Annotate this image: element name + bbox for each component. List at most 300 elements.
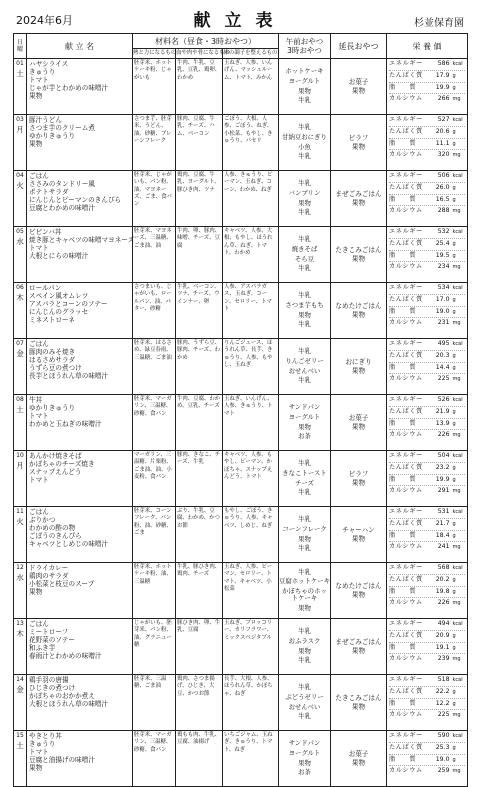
extended-snack-item: 果物 [351,478,366,487]
nutrient-label: カルシウム [389,375,423,383]
menu-item: わかめの酢の物 [29,524,76,533]
menu-item: トマト [29,476,49,485]
date-cell [14,283,27,339]
menu-item: 焼き豚とキャベツの味噌マヨネーズ [29,236,135,245]
col-body-foods: 血や肉や骨になるもの [176,49,223,59]
nutrient-unit: mg [452,768,461,775]
menu-item: かぼちゃのおかか煮え [29,692,95,701]
snack-item: サンドパン [288,403,321,412]
nutrient-label: エネルギー [389,620,423,627]
snack-item: 牛乳 [298,96,311,105]
menu-item: うずら豆の煮つけ [29,364,82,373]
nutrient-unit: g [452,72,456,79]
snack-item: ぶどうゼリー [285,692,324,701]
menu-cell [27,619,133,675]
nutrient-row [389,531,465,543]
snack-item: 牛乳 [298,627,311,636]
extended-snack-item: お菓子 [348,750,369,758]
nutrient-unit: g [452,308,456,315]
nutrient-unit: kcal [452,733,463,739]
nutrient-value: 586 [437,60,450,67]
nutrient-value: 14.4 [435,363,450,371]
nutrient-value: 259 [437,767,450,775]
nutrient-label: エネルギー [389,396,423,403]
nutrient-label: たんぱく質 [389,351,423,359]
nutrient-value: 19.9 [435,83,450,91]
extended-snack-item: 果物 [351,422,366,431]
energy-foods: 胚芽米、ホットケーキ粉、油、三温糖 [133,563,176,619]
nutrient-row [389,115,465,127]
nutrient-label: エネルギー [389,172,423,179]
nutrient-row [389,150,465,161]
extended-snack-item: 果物 [351,646,366,655]
nutrient-unit: g [452,420,456,427]
nutrient-unit: mg [452,320,461,327]
date-cell [14,115,27,171]
menu-item: ごはん [29,340,49,348]
regulating-foods: 玉ねぎ、人参、いんげん、マッシュルーム、トマト、みかん [223,59,279,115]
nutrient-row [389,139,465,151]
regulating-foods: ごぼう、大根、人参、ごぼう、ねぎ、小松菜、もやし、きゅうり、パセリ [223,115,279,171]
menu-cell [27,731,133,787]
menu-item: 豚肉のみそ焼き [29,348,76,357]
energy-foods: 胚芽米、はるさめ、緑豆春雨、三温糖、ごま油 [133,339,176,395]
snack-item: 牛乳 [298,123,311,132]
nutrient-row [389,451,465,463]
nutrient-value: 19.9 [435,475,450,483]
nutrient-row [389,598,465,609]
nutrient-row [389,755,465,767]
nutrient-value: 239 [437,655,450,663]
regulating-foods: 人参、きゅうり、ピーマン、玉ねぎ、コーン、わかめ、ねぎ [223,171,279,227]
nutrient-value: 21.7 [435,519,450,527]
nutrient-label: カルシウム [389,263,423,271]
nutrition-cell [387,507,468,563]
extended-snack-item: 果物 [351,198,366,207]
nutrient-unit: kcal [452,173,463,179]
nutrient-value: 19.1 [435,643,450,651]
weekday: 火 [16,181,24,190]
nutrient-value: 23.2 [435,463,450,471]
menu-item: ドライカレー [29,564,69,572]
snack-item: 牛乳 [298,235,311,244]
extended-snack-cell [331,563,387,619]
nutrient-row [389,171,465,183]
nutrient-label: カルシウム [389,319,423,327]
snack-item: コーンフレーク [282,524,327,533]
col-materials: 材料名（昼食・3時おやつ） [133,34,279,49]
nutrient-value: 20.9 [435,631,450,639]
day-row [14,339,468,395]
nutrient-label: 脂 質 [389,531,417,539]
menu-item: 果物 [29,140,43,149]
nutrient-value: 504 [437,452,450,459]
extended-snack-cell [331,283,387,339]
menu-cell [27,283,133,339]
energy-foods: 胚芽米、マヨネーズ、三温糖、ごま油、油 [133,227,176,283]
extended-snack-cell [331,619,387,675]
menu-cell [27,115,133,171]
energy-foods: さつまいも、じゃがいも、ロールパン、油、バター、砂糖 [133,283,176,339]
nutrient-row [389,631,465,643]
snack-cell [279,59,331,115]
menu-item: ゆかりきゅうり [29,132,76,141]
menu-item: さつま芋のクリーム煮 [29,124,95,133]
snack-item: 牛乳 [298,347,311,356]
snack-item: 果物 [298,646,311,655]
menu-item: かぼちゃのチーズ焼き [29,460,95,469]
date-number: 10 [16,452,24,459]
nutrient-row [389,710,465,721]
date-number: 14 [16,676,24,683]
snack-item: 牛乳 [298,264,311,273]
nutrient-unit: mg [452,544,461,551]
body-foods: 鶏もも肉、牛乳、豆腐、油揚げ [176,731,223,787]
extended-snack-item: たきこみごはん [335,694,382,702]
menu-cell [27,451,133,507]
snack-item: 果物 [298,86,311,95]
nutrient-unit: mg [452,96,461,103]
extended-snack-item: 果物 [351,86,366,95]
nutrient-label: たんぱく質 [389,239,423,247]
nutrient-unit: kcal [452,565,463,571]
snack-item: おふラスク [288,636,321,645]
nutrient-row [389,507,465,519]
snack-item: 牛乳 [298,683,311,692]
snack-item: 牛乳 [298,488,311,497]
menu-item: トマト [29,244,49,253]
nutrient-unit: g [452,252,456,259]
day-row [14,507,468,563]
weekday: 金 [16,349,24,358]
date-cell [14,675,27,731]
extended-snack-item: まぜごみごはん [335,190,382,198]
date-cell [14,507,27,563]
nutrient-label: たんぱく質 [389,183,423,191]
nutrient-label: 脂 質 [389,643,417,651]
day-row [14,395,468,451]
regulating-foods: りんごジュース、ほうれん草、長芋、きゅうり、人参、もやし、玉ねぎ [223,339,279,395]
nutrient-label: 脂 質 [389,363,417,371]
nutrient-unit: kcal [452,509,463,515]
menu-item: 鶏肉のサラダ [29,572,69,581]
extended-snack-item: 果物 [351,534,366,543]
extended-snack-item: なめたけごはん [335,302,382,310]
date-number: 11 [16,508,24,515]
nutrient-label: エネルギー [389,452,423,459]
extended-snack-item: なめたけごはん [335,582,382,590]
regulating-foods: もやし、ごぼう、きゅうり、人参、キャベツ、しめじ、ねぎ [223,507,279,563]
extended-snack-cell [331,59,387,115]
nutrient-label: エネルギー [389,732,423,739]
extended-snack-item: ビラフ [348,134,369,142]
menu-item: ひじきの煮つけ [29,684,76,693]
menu-item: 春雨汁とわかめの味噌汁 [29,652,102,661]
snack-cell [279,619,331,675]
body-foods: 豚肉、きなこ、チーズ、牛乳 [176,451,223,507]
nutrient-unit: mg [452,264,461,271]
nutrient-label: 脂 質 [389,307,417,315]
menu-item: にんじんのグラッセ [29,308,89,317]
nutrient-row [389,407,465,419]
extended-snack-item: 果物 [351,366,366,375]
nutrient-row [389,587,465,599]
nutrient-label: カルシウム [389,599,423,607]
extended-snack-item: 果物 [351,702,366,711]
nutrient-row [389,731,465,743]
nutrient-value: 22.2 [435,687,450,695]
nutrient-value: 241 [437,543,450,551]
nutrient-label: カルシウム [389,655,423,663]
nutrient-label: たんぱく質 [389,519,423,527]
nutrient-row [389,563,465,575]
menu-cell [27,227,133,283]
nursery-name: 杉並保育園 [414,18,464,29]
weekday: 土 [16,405,24,414]
day-row [14,563,468,619]
nutrient-row [389,743,465,755]
snack-item: きなこトースト [282,468,327,477]
snack-item: 豆腐ホットケーキ [279,577,330,586]
nutrition-cell [387,115,468,171]
snack-item: 果物 [298,310,311,319]
snack-item: りんごゼリー [285,356,324,365]
extended-snack-cell [331,731,387,787]
nutrient-unit: g [452,184,456,191]
regulating-foods: 長芋、大根、人参、ほうれん草、かぼちゃ、ねぎ [223,675,279,731]
extended-snack-item: たきこみごはん [335,246,382,254]
nutrient-unit: kcal [452,229,463,235]
extended-snack-cell [331,115,387,171]
regulating-foods: 人参、アスパラガス、玉ねぎ、コーン、セロリー、トマト [223,283,279,339]
snack-item: 牛乳 [298,320,311,329]
nutrition-cell [387,339,468,395]
nutrient-unit: kcal [452,453,463,459]
menu-item: ぶりかつ [29,516,56,525]
nutrition-cell [387,451,468,507]
menu-cell [27,507,133,563]
nutrient-row [389,195,465,207]
menu-item: ごはん [29,172,49,180]
snack-item: ヨーグルト [288,76,321,85]
nutrient-value: 590 [437,732,450,739]
snack-item: 果物 [298,758,311,767]
nutrient-row [389,307,465,319]
nutrient-value: 19.5 [435,251,450,259]
day-row [14,283,468,339]
nutrient-value: 20.3 [435,351,450,359]
date-number: 08 [16,396,24,403]
regulating-foods: 玉ねぎ、いんげん、人参、きゅうり、トマト [223,395,279,451]
extended-snack-item: 果物 [351,590,366,599]
nutrient-unit: mg [452,208,461,215]
snack-item: お茶 [298,768,311,777]
snack-item: 果物 [298,198,311,207]
nutrient-row [389,127,465,139]
date-number: 04 [16,172,24,179]
extended-snack-item: 果物 [351,758,366,767]
nutrient-value: 234 [437,263,450,271]
nutrient-label: たんぱく質 [389,743,423,751]
menu-cell [27,59,133,115]
menu-item: 果物 [29,588,43,597]
nutrient-value: 532 [437,228,450,235]
nutrient-unit: g [452,128,456,135]
nutrient-label: 脂 質 [389,251,417,259]
col-nutrition: 栄 養 価 [387,34,468,59]
menu-item: 果物 [29,92,43,101]
nutrient-unit: mg [452,376,461,383]
day-row [14,171,468,227]
energy-foods: 胚芽米、三温糖、ごま油 [133,675,176,731]
page-title: 献立表 [193,11,287,31]
nutrient-label: エネルギー [389,508,423,515]
menu-item: 花野菜のソテー [29,636,76,645]
nutrient-label: カルシウム [389,431,423,439]
extended-snack-cell [331,507,387,563]
nutrient-label: たんぱく質 [389,575,423,583]
nutrient-value: 226 [437,431,450,439]
snack-item: 甘納豆おにぎり [282,132,327,141]
weekday: 木 [16,629,24,638]
nutrient-label: カルシウム [389,95,423,103]
nutrient-label: 脂 質 [389,419,417,427]
extended-snack-item: まぜごみごはん [335,638,382,646]
body-foods: 牛乳、豚ひき肉、鶏肉、チーズ [176,563,223,619]
nutrient-unit: mg [452,152,461,159]
nutrient-unit: kcal [452,621,463,627]
nutrient-unit: g [452,240,456,247]
snack-item: ホットケーキ [285,67,324,76]
date-number: 03 [16,116,24,123]
nutrient-unit: kcal [452,61,463,67]
nutrient-row [389,183,465,195]
extended-snack-item: お菓子 [348,78,369,86]
menu-cell [27,395,133,451]
snack-cell [279,395,331,451]
snack-cell [279,227,331,283]
snack-item: お茶 [298,432,311,441]
nutrient-row [389,687,465,699]
nutrient-value: 225 [437,375,450,383]
col-snack: 午前おやつ 3時おやつ [279,34,331,59]
weekday: 月 [16,125,24,134]
menu-cell [27,675,133,731]
col-menu: 献 立 名 [27,34,133,59]
weekday: 水 [16,573,24,582]
nutrient-unit: g [452,520,456,527]
nutrient-value: 13.9 [435,419,450,427]
nutrient-row [389,643,465,655]
nutrient-row [389,619,465,631]
nutrient-row [389,475,465,487]
nutrient-unit: kcal [452,677,463,683]
extended-snack-item: 果物 [351,142,366,151]
menu-item: トマト [29,748,49,757]
extended-snack-cell [331,227,387,283]
menu-cell [27,339,133,395]
extended-snack-cell [331,395,387,451]
body-foods: 牛肉、牛乳、豆乳、豆乳、鶏卵、わかめ [176,59,223,115]
weekday: 土 [16,69,24,78]
nutrient-row [389,766,465,777]
menu-item: トマト [29,412,49,421]
nutrient-row [389,227,465,239]
nutrient-unit: g [452,644,456,651]
day-row [14,451,468,507]
menu-item: キャベツとしめじの味噌汁 [29,540,109,549]
nutrition-cell [387,171,468,227]
nutrient-row [389,295,465,307]
menu-table [13,33,468,787]
nutrient-row [389,339,465,351]
body-foods: 豚ひき肉、卵、牛乳、豆腐 [176,619,223,675]
day-row [14,59,468,115]
nutrient-label: たんぱく質 [389,463,423,471]
nutrient-value: 266 [437,95,450,103]
nutrient-row [389,654,465,665]
nutrient-label: カルシウム [389,543,423,551]
nutrient-label: カルシウム [389,711,423,719]
menu-item: 牛丼 [29,396,43,404]
menu-item: きゅうり [29,740,56,749]
snack-item: 牛乳 [298,459,311,468]
nutrient-row [389,542,465,553]
snack-item: そら豆 [294,254,315,263]
energy-foods: 胚芽米、マーガリン、三温糖、砂糖、食パン [133,731,176,787]
nutrient-value: 21.9 [435,407,450,415]
nutrient-row [389,206,465,217]
nutrient-value: 568 [437,564,450,571]
energy-foods: 胚芽米、じゃがいも、パン粉、油、マヨネーズ、ごま、食パン [133,171,176,227]
menu-item: 鶏手羽の唐揚 [29,676,69,684]
nutrient-value: 19.0 [435,755,450,763]
nutrient-row [389,419,465,431]
snack-item: 牛乳 [298,376,311,385]
nutrient-unit: g [452,352,456,359]
nutrient-value: 291 [437,487,450,495]
year-month: 2024年6月 [16,14,73,27]
extended-snack-item: ビラフ [348,470,369,478]
snack-item: ヨーグルト [288,748,321,757]
date-cell [14,59,27,115]
day-row [14,115,468,171]
snack-item: 牛乳 [298,152,311,161]
day-row [14,731,468,787]
nutrient-unit: g [452,140,456,147]
date-number: 06 [16,284,24,291]
nutrient-row [389,486,465,497]
nutrient-label: カルシウム [389,207,423,215]
menu-item: スナップえんどう [29,468,82,477]
nutrient-label: たんぱく質 [389,71,423,79]
menu-item: 豚汁うどん [29,116,62,124]
nutrient-row [389,675,465,687]
snack-cell [279,507,331,563]
body-foods: 鶏肉、豆腐、牛乳、ヨーグルト、豚ひき肉、ツナ [176,171,223,227]
nutrient-label: エネルギー [389,60,423,67]
menu-item: やきとり丼 [29,732,62,740]
menu-item: ハヤシライス [29,60,69,68]
nutrient-label: たんぱく質 [389,687,423,695]
nutrient-value: 17.9 [435,71,450,79]
body-foods: 牛肉、卵、豚肉、味噌、チーズ、豆腐 [176,227,223,283]
col-date: 日 曜 [14,34,27,59]
menu-item: ささみのタンドリー風 [29,180,95,189]
energy-foods: 胚芽米、ホットケーキ粉、じゃがいも [133,59,176,115]
nutrient-label: たんぱく質 [389,295,423,303]
nutrient-label: たんぱく質 [389,407,423,415]
